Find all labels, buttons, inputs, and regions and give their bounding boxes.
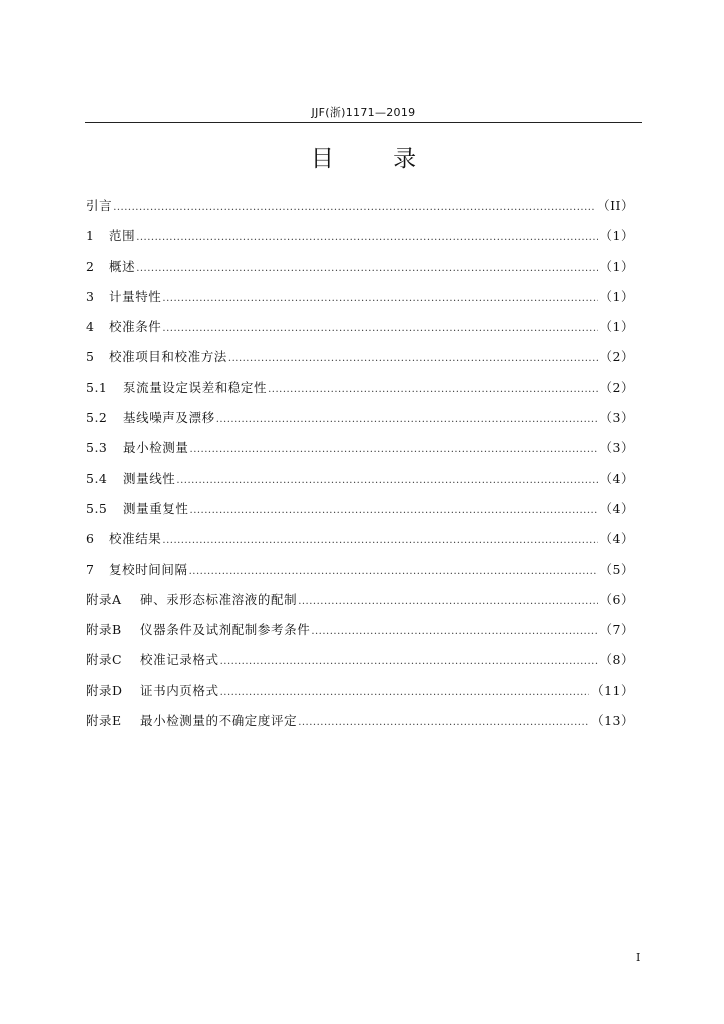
toc-entry[interactable]	[86, 196, 634, 226]
toc-entry[interactable]	[86, 438, 634, 468]
toc-leader-dots	[228, 353, 598, 364]
toc-entry-number: 5.2	[86, 410, 108, 426]
toc-entry[interactable]	[86, 287, 634, 317]
toc-entry-page: （2）	[599, 349, 634, 365]
toc-leader-dots	[220, 656, 598, 667]
toc-entry[interactable]	[86, 681, 634, 711]
toc-entry-label: 范围	[109, 228, 136, 244]
toc-entry-page: （3）	[599, 440, 634, 456]
toc-entry-number: 6	[86, 531, 95, 547]
toc-leader-dots	[190, 444, 598, 455]
toc-entry[interactable]	[86, 560, 634, 590]
toc-entry-number: 3	[86, 288, 95, 304]
toc-entry-page: （II）	[597, 198, 634, 213]
toc-entry[interactable]	[86, 590, 634, 620]
toc-entry-number: 4	[86, 319, 95, 335]
toc-leader-dots	[113, 202, 595, 213]
toc-entry-page: （7）	[599, 622, 634, 638]
toc-entry[interactable]	[86, 317, 634, 347]
toc-entry-number: 附录D	[86, 682, 123, 698]
toc-entry[interactable]	[86, 620, 634, 650]
page-header: JJF(浙)1171—2019	[311, 106, 416, 119]
toc-leader-dots	[216, 414, 598, 425]
toc-leader-dots	[189, 566, 598, 577]
toc-entry[interactable]	[86, 408, 634, 438]
toc-entry-label: 砷、汞形态标准溶液的配制	[140, 591, 298, 607]
toc-entry-page: （1）	[599, 228, 634, 244]
toc-entry-label: 校准项目和校准方法	[109, 349, 227, 365]
toc-leader-dots	[220, 687, 589, 698]
toc-entry-number: 附录B	[86, 622, 122, 638]
toc-entry[interactable]	[86, 650, 634, 680]
toc-entry-page: （6）	[599, 591, 634, 607]
toc-entry-label: 校准结果	[109, 531, 162, 547]
toc-entry-number: 5.1	[86, 379, 108, 395]
toc-entry-page: （5）	[599, 561, 634, 577]
toc-entry-number: 5	[86, 349, 95, 365]
toc-entry-page: （1）	[599, 258, 634, 274]
toc-entry-label: 校准记录格式	[140, 652, 219, 668]
toc-entry-label: 证书内页格式	[140, 682, 219, 698]
toc-entry-page: （13）	[591, 713, 634, 729]
toc-entry-label: 测量重复性	[123, 500, 189, 516]
toc-leader-dots	[162, 535, 597, 546]
toc-entry-label: 测量线性	[123, 470, 176, 486]
toc-entry[interactable]	[86, 711, 634, 741]
toc-entry-label: 概述	[109, 258, 136, 274]
toc-title: 目 录	[310, 146, 443, 172]
toc-leader-dots	[311, 626, 597, 637]
toc-entry-number: 5.3	[86, 440, 108, 456]
toc-entry[interactable]	[86, 469, 634, 499]
toc-entry-number: 1	[86, 228, 95, 244]
table-of-contents	[86, 196, 634, 741]
toc-leader-dots	[162, 293, 597, 304]
toc-leader-dots	[136, 263, 597, 274]
toc-leader-dots	[190, 505, 598, 516]
toc-entry-label: 仪器条件及试剂配制参考条件	[140, 622, 311, 638]
toc-leader-dots	[136, 232, 597, 243]
toc-entry-label: 最小检测量的不确定度评定	[140, 713, 298, 729]
toc-entry-page: （2）	[599, 379, 634, 395]
toc-entry[interactable]	[86, 499, 634, 529]
toc-entry-label: 校准条件	[109, 319, 162, 335]
toc-leader-dots	[162, 323, 597, 334]
toc-leader-dots	[298, 596, 597, 607]
toc-entry-page: （11）	[591, 682, 634, 698]
toc-entry-page: （8）	[599, 652, 634, 668]
toc-leader-dots	[176, 475, 597, 486]
toc-entry-label: 引言	[86, 198, 113, 213]
toc-entry-page: （3）	[599, 410, 634, 426]
toc-entry-page: （4）	[599, 500, 634, 516]
header-divider	[85, 122, 642, 123]
toc-entry[interactable]	[86, 529, 634, 559]
toc-entry-number: 附录C	[86, 652, 123, 668]
toc-entry-label: 复校时间间隔	[109, 561, 188, 577]
toc-entry-number: 7	[86, 561, 95, 577]
toc-entry[interactable]	[86, 347, 634, 377]
toc-entry-page: （4）	[599, 470, 634, 486]
toc-entry[interactable]	[86, 226, 634, 256]
toc-leader-dots	[298, 717, 589, 728]
toc-entry-label: 基线噪声及漂移	[123, 410, 215, 426]
toc-entry-page: （1）	[599, 319, 634, 335]
toc-leader-dots	[268, 384, 597, 395]
toc-entry-number: 2	[86, 258, 95, 274]
toc-entry[interactable]	[86, 378, 634, 408]
toc-entry-page: （4）	[599, 531, 634, 547]
toc-entry[interactable]	[86, 257, 634, 287]
toc-entry-label: 最小检测量	[123, 440, 189, 456]
toc-entry-page: （1）	[599, 288, 634, 304]
toc-entry-number: 附录A	[86, 591, 122, 607]
toc-entry-label: 计量特性	[109, 288, 162, 304]
toc-entry-number: 5.5	[86, 500, 108, 516]
page-number: I	[636, 951, 641, 964]
toc-entry-number: 附录E	[86, 713, 122, 729]
toc-entry-label: 泵流量设定误差和稳定性	[123, 379, 268, 395]
toc-entry-number: 5.4	[86, 470, 108, 486]
